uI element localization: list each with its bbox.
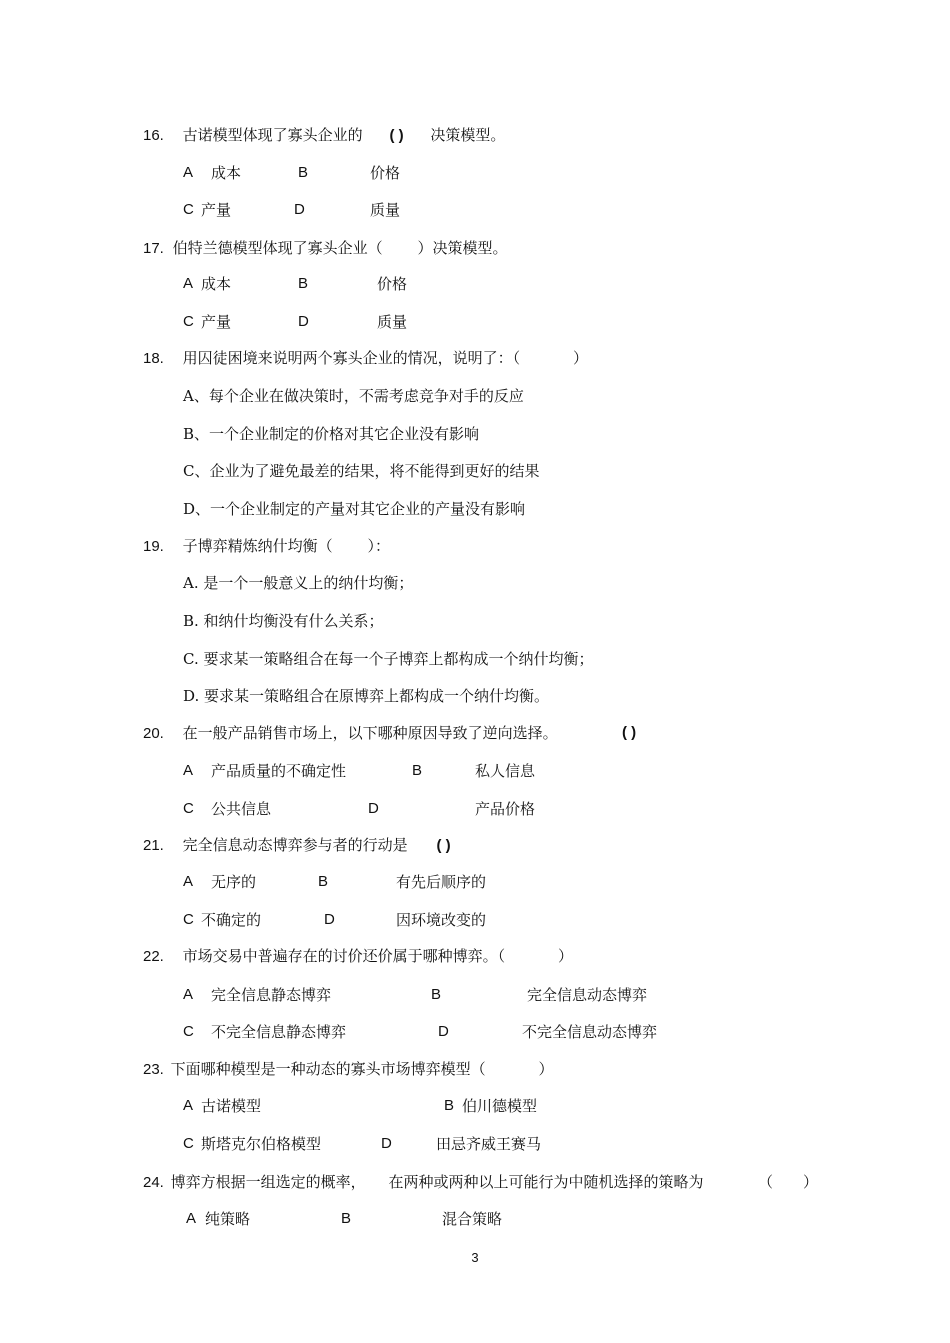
option-c: C [183,1135,194,1152]
answer-parentheses: ( ) [389,127,404,144]
option-a: A [183,164,194,181]
option-d: D [438,1023,449,1040]
option-b-text: 有先后顺序的 [396,873,487,891]
option-a-text: 成本 [211,164,242,182]
question-18 [143,348,588,369]
option-b-text: 价格 [370,164,401,182]
question-number: 20. [143,725,164,742]
option-c-text: 不确定的 [201,911,262,929]
option-b: B、一个企业制定的价格对其它企业没有影响 [183,425,480,443]
option-c: C、企业为了避免最差的结果，将不能得到更好的结果 [183,462,540,480]
option-d: D [294,201,305,218]
question-stem: 完全信息动态博弈参与者的行动是 [182,836,408,854]
option-b: B. 和纳什均衡没有什么关系； [183,612,384,630]
option-c-text: 不完全信息静态博弈 [211,1023,347,1041]
question-stem: 古诺模型体现了寡头企业的 [182,126,363,144]
option-b: B [412,762,423,779]
question-stem: 子博弈精炼纳什均衡（ [182,537,333,555]
option-d-text: 田忌齐威王赛马 [436,1135,542,1153]
option-b: B [431,986,442,1003]
question-24 [143,1172,703,1193]
option-a: A、每个企业在做决策时，不需考虑竞争对手的反应 [183,387,524,405]
option-d-text: 质量 [377,313,408,331]
option-c: C [183,201,194,218]
question-stem-tail: ） [538,1060,554,1078]
question-number: 22. [143,948,164,965]
question-21 [143,835,451,856]
option-c: C [183,800,194,817]
option-a-text: 古诺模型 [201,1097,262,1115]
question-number: 19. [143,538,164,555]
question-number: 18. [143,350,164,367]
question-number: 21. [143,837,164,854]
question-number: 24. [143,1174,164,1191]
option-c-text: 斯塔克尔伯格模型 [201,1135,322,1153]
option-a: A [183,873,194,890]
question-stem: 博弈方根据一组选定的概率， [170,1173,366,1191]
answer-parentheses: ( ) [622,724,637,741]
question-stem: 用囚徒困境来说明两个寡头企业的情况，说明了：（ [182,349,521,367]
option-a-text: 成本 [201,275,232,293]
option-a: A [183,1097,194,1114]
option-b-text: 伯川德模型 [462,1097,538,1115]
option-a: A [186,1210,197,1227]
question-stem: 下面哪种模型是一种动态的寡头市场博弈模型（ [170,1060,486,1078]
option-b-text: 价格 [377,275,408,293]
question-20 [143,723,558,744]
option-c-text: 公共信息 [211,800,272,818]
page-number: 3 [471,1250,479,1265]
question-stem-mid: 在两种或两种以上可能行为中随机选择的策略为 [388,1173,704,1191]
option-b: B [444,1097,455,1114]
option-a-text: 完全信息静态博弈 [211,986,332,1004]
option-c-text: 产量 [201,201,232,219]
answer-parentheses: ( ) [436,837,451,854]
question-stem: 市场交易中普遍存在的讨价还价属于哪种博弈。（ [182,947,506,965]
option-b-text: 私人信息 [475,762,536,780]
option-c: C [183,1023,194,1040]
answer-parentheses: （ ） [758,1173,819,1191]
option-d-text: 因环境改变的 [396,911,487,929]
option-d: D. 要求某一策略组合在原博弈上都构成一个纳什均衡。 [183,687,550,705]
option-a: A [183,762,194,779]
option-d: D [298,313,309,330]
question-stem: 伯特兰德模型体现了寡头企业（ [172,239,383,257]
option-a-text: 无序的 [211,873,257,891]
option-d: D [368,800,379,817]
option-a: A. 是一个一般意义上的纳什均衡； [183,574,414,592]
option-b-text: 完全信息动态博弈 [527,986,648,1004]
option-a-text: 产品质量的不确定性 [211,762,347,780]
option-d: D [381,1135,392,1152]
question-number: 17. [143,240,164,257]
option-c-text: 产量 [201,313,232,331]
question-stem-tail: ）： [367,537,390,555]
option-c: C. 要求某一策略组合在每一个子博弈上都构成一个纳什均衡； [183,650,594,668]
option-b: B [341,1210,352,1227]
question-stem-tail: ） [572,349,588,367]
option-c: C [183,313,194,330]
question-17 [143,238,507,259]
option-d-text: 产品价格 [475,800,536,818]
option-b: B [298,164,309,181]
option-b: B [318,873,329,890]
option-b-text: 混合策略 [442,1210,503,1228]
option-a: A [183,986,194,1003]
question-22 [143,946,573,967]
question-stem-tail: ） [557,947,573,965]
question-23 [143,1059,553,1080]
question-19 [143,536,390,557]
option-a: A [183,275,194,292]
question-number: 16. [143,127,164,144]
option-d: D、一个企业制定的产量对其它企业的产量没有影响 [183,500,526,518]
option-a-text: 纯策略 [205,1210,251,1228]
question-stem-tail: ）决策模型。 [417,239,508,257]
option-c: C [183,911,194,928]
option-b: B [298,275,309,292]
option-d: D [324,911,335,928]
question-number: 23. [143,1061,164,1078]
option-d-text: 不完全信息动态博弈 [522,1023,658,1041]
option-d-text: 质量 [370,201,401,219]
question-stem: 在一般产品销售市场上，以下哪种原因导致了逆向选择。 [182,724,558,742]
question-16 [143,125,505,146]
question-stem-tail: 决策模型。 [430,126,506,144]
